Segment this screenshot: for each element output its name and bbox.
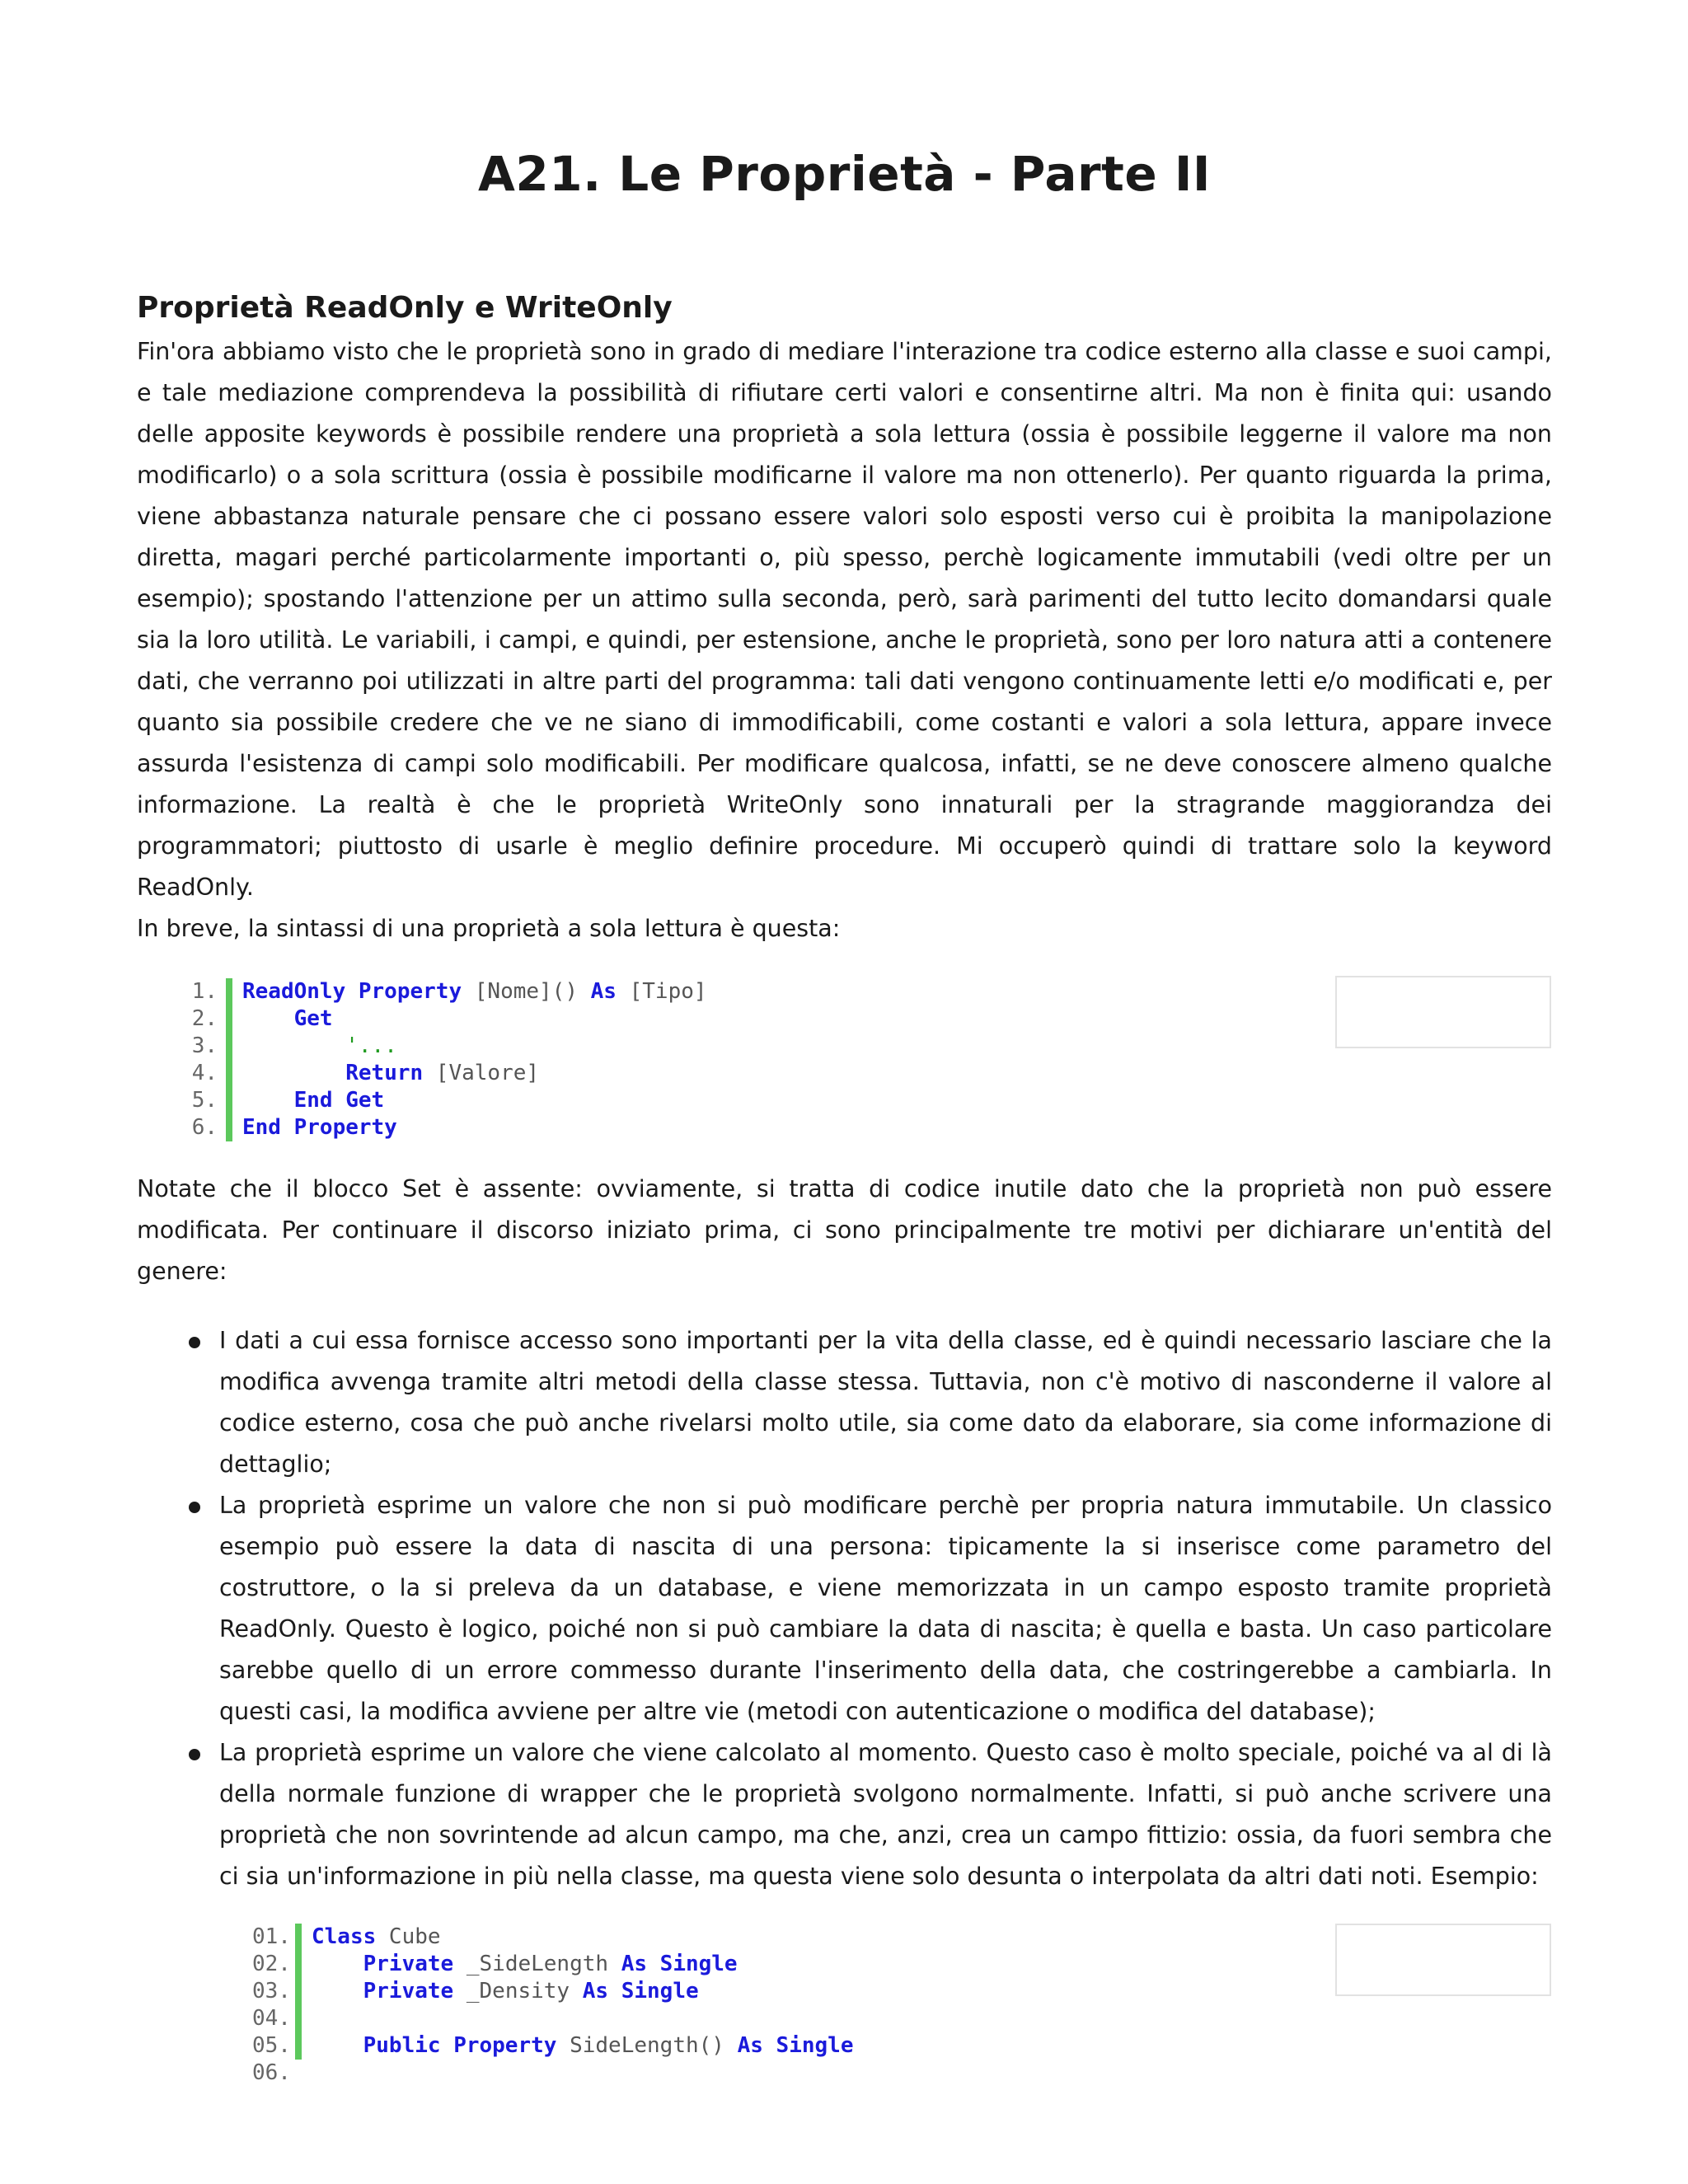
syntax-intro-text: In breve, la sintassi di una proprietà a sola lettura è questa: (137, 915, 841, 942)
code-text (302, 2032, 853, 2060)
code-line (183, 1114, 707, 1141)
code-keyword: As Single (582, 1979, 699, 2004)
code-gutter-bar (295, 1951, 302, 1978)
bullet-icon (189, 1502, 200, 1513)
code-text (302, 1924, 441, 1951)
code-token: [Nome]() (462, 979, 591, 1004)
code-line (252, 2032, 853, 2060)
code-line-number: 04. (252, 2006, 291, 2031)
list-item-text: La proprietà esprime un valore che non si può modificare perchè per propria natura immutabile. Un classico esempio può essere la data di nascita di una persona: tipicamente la si inserisce come parametro del costruttore, o la si preleva da un database, e viene memorizzata in un campo esposto tramite proprietà ReadOnly. Questo è logico, poiché non si può cambiare la data di nascita; è quella e basta. Un caso particolare sarebbe quello di un errore commesso durante l'inserimento della data, che costringerebbe a cambiarla. In questi casi, la modifica avviene per altre vie (metodi con autenticazione o modifica del database); (219, 1492, 1552, 1725)
code-token: _Density (453, 1979, 583, 2004)
code-keyword: Get (293, 1006, 333, 1031)
code-line (183, 1033, 707, 1060)
code-text (232, 978, 707, 1005)
code-text (232, 1114, 397, 1141)
code-text (302, 1951, 738, 1978)
code-line (252, 1978, 853, 2005)
bullet-icon (189, 1749, 200, 1760)
reasons-list (137, 1320, 1552, 1897)
code-copy-box[interactable] (1335, 976, 1551, 1048)
code-line (252, 1924, 853, 1951)
code-line (252, 2060, 853, 2087)
code-text (232, 1005, 333, 1033)
code-token: _SideLength (453, 1952, 621, 1976)
code-line-number: 02. (252, 1952, 291, 1976)
code-gutter-bar (226, 1060, 232, 1087)
paragraph-set-absent: Notate che il blocco Set è assente: ovviamente, si tratta di codice inutile dato che la proprietà non può essere modificata. Per continuare il discorso iniziato prima, ci sono principalmente tre motivi per dichiarare un'entità del genere: (137, 1175, 1552, 1285)
code-line (183, 1087, 707, 1114)
paragraph-intro (137, 331, 1552, 949)
paragraph-intro-text: Fin'ora abbiamo visto che le proprietà sono in grado di mediare l'interazione tra codice esterno alla classe e suoi campi, e tale mediazione comprendeva la possibilità di rifiutare certi valori e consentirne altri. Ma non è finita qui: usando delle apposite keywords è possibile rendere una proprietà a sola lettura (ossia è possibile leggerne il valore ma non modificarlo) o a sola scrittura (ossia è possibile modificarne il valore ma non ottenerlo). Per quanto riguarda la prima, viene abbastanza naturale pensare che ci possano essere valori solo esposti verso cui è proibita la manipolazione diretta, magari perché particolarmente importanti o, più spesso, perchè logicamente immutabili (vedi oltre per un esempio); spostando l'attenzione per un attimo sulla seconda, però, sarà parimenti del tutto lecito domandarsi quale sia la loro utilità. Le variabili, i campi, e quindi, per estensione, anche le proprietà, sono per loro natura atti a contenere dati, che verranno poi utilizzati in altre parti del programma: tali dati vengono continuamente letti e/o modificati e, per quanto sia possibile credere che ve ne siano di immodificabili, come costanti e valori a sola lettura, appare invece assurda l'esistenza di campi solo modificabili. Per modificare qualcosa, infatti, se ne deve conoscere almeno qualche informazione. La realtà è che le proprietà WriteOnly sono innaturali per la stragrande maggiorandza dei programmatori; piuttosto di usarle è meglio definire procedure. Mi occuperò quindi di trattare solo la keyword ReadOnly. (137, 338, 1552, 901)
code-token (312, 1979, 363, 2004)
list-item-text: I dati a cui essa fornisce accesso sono importanti per la vita della classe, ed è quindi necessario lasciare che la modifica avvenga tramite altri metodi della classe stessa. Tuttavia, non c'è motivo di nasconderne il valore al codice esterno, cosa che può anche rivelarsi molto utile, sia come dato da elaborare, sia come informazione di dettaglio; (219, 1327, 1552, 1478)
page-title: A21. Le Proprietà - Parte II (477, 146, 1212, 202)
code-token: [Tipo] (616, 979, 707, 1004)
code-keyword: End Get (293, 1088, 385, 1113)
code-line-number: 4. (191, 1061, 218, 1085)
code-line-number: 2. (191, 1006, 218, 1031)
list-item (137, 1732, 1552, 1897)
code-text (302, 2060, 312, 2087)
code-keyword: As Single (621, 1952, 738, 1976)
code-comment: '... (345, 1033, 397, 1058)
code-line (183, 978, 707, 1005)
code-line (252, 2005, 853, 2032)
code-line-number: 03. (252, 1979, 291, 2004)
code-keyword: As (590, 979, 617, 1004)
code-line-number: 6. (191, 1115, 218, 1140)
code-block-readonly-syntax (183, 978, 707, 1141)
code-line-number: 05. (252, 2033, 291, 2058)
code-text (302, 1978, 699, 2005)
code-gutter-bar (295, 1924, 302, 1951)
code-gutter-bar (295, 1978, 302, 2005)
code-token (242, 1006, 294, 1031)
code-line (252, 1951, 853, 1978)
code-line-number: 01. (252, 1924, 291, 1949)
code-keyword: Private (363, 1979, 454, 2004)
code-gutter-bar (295, 2005, 302, 2032)
code-text (232, 1060, 539, 1087)
list-item (137, 1485, 1552, 1732)
code-keyword: Class (312, 1924, 377, 1949)
code-line (183, 1005, 707, 1033)
code-token: [Valore] (423, 1061, 540, 1085)
code-block-cube-class (252, 1924, 853, 2087)
code-gutter-bar (295, 2060, 302, 2087)
code-gutter-bar (226, 1114, 232, 1141)
code-line-number: 3. (191, 1033, 218, 1058)
code-gutter-bar (295, 2032, 302, 2060)
list-item-text: La proprietà esprime un valore che viene calcolato al momento. Questo caso è molto speciale, poiché va al di là della normale funzione di wrapper che le proprietà svolgono normalmente. Infatti, si può anche scrivere una proprietà che non sovrintende ad alcun campo, ma che, anzi, crea un campo fittizio: ossia, da fuori sembra che ci sia un'informazione in più nella classe, ma questa viene solo desunta o interpolata da altri dati noti. Esempio: (219, 1739, 1552, 1890)
code-token (312, 2033, 363, 2058)
code-line-number: 1. (191, 979, 218, 1004)
code-text (232, 1087, 384, 1114)
code-gutter-bar (226, 1005, 232, 1033)
bullet-icon (189, 1337, 200, 1348)
code-keyword: Public Property (363, 2033, 557, 2058)
code-token: Cube (376, 1924, 441, 1949)
code-keyword: End Property (242, 1115, 397, 1140)
list-item (137, 1320, 1552, 1485)
code-text (302, 2005, 312, 2032)
code-copy-box[interactable] (1335, 1924, 1551, 1996)
code-keyword: As Single (737, 2033, 854, 2058)
code-keyword: Private (363, 1952, 454, 1976)
code-gutter-bar (226, 1033, 232, 1060)
code-token (242, 1033, 345, 1058)
code-token: SideLength() (556, 2033, 738, 2058)
code-keyword: Return (345, 1061, 424, 1085)
code-keyword: ReadOnly Property (242, 979, 462, 1004)
code-text (232, 1033, 397, 1060)
code-gutter-bar (226, 1087, 232, 1114)
code-token (242, 1061, 345, 1085)
code-line-number: 06. (252, 2060, 291, 2085)
code-line (183, 1060, 707, 1087)
code-gutter-bar (226, 978, 232, 1005)
section-title: Proprietà ReadOnly e WriteOnly (137, 291, 673, 325)
code-line-number: 5. (191, 1088, 218, 1113)
code-token (312, 1952, 363, 1976)
code-token (242, 1088, 294, 1113)
